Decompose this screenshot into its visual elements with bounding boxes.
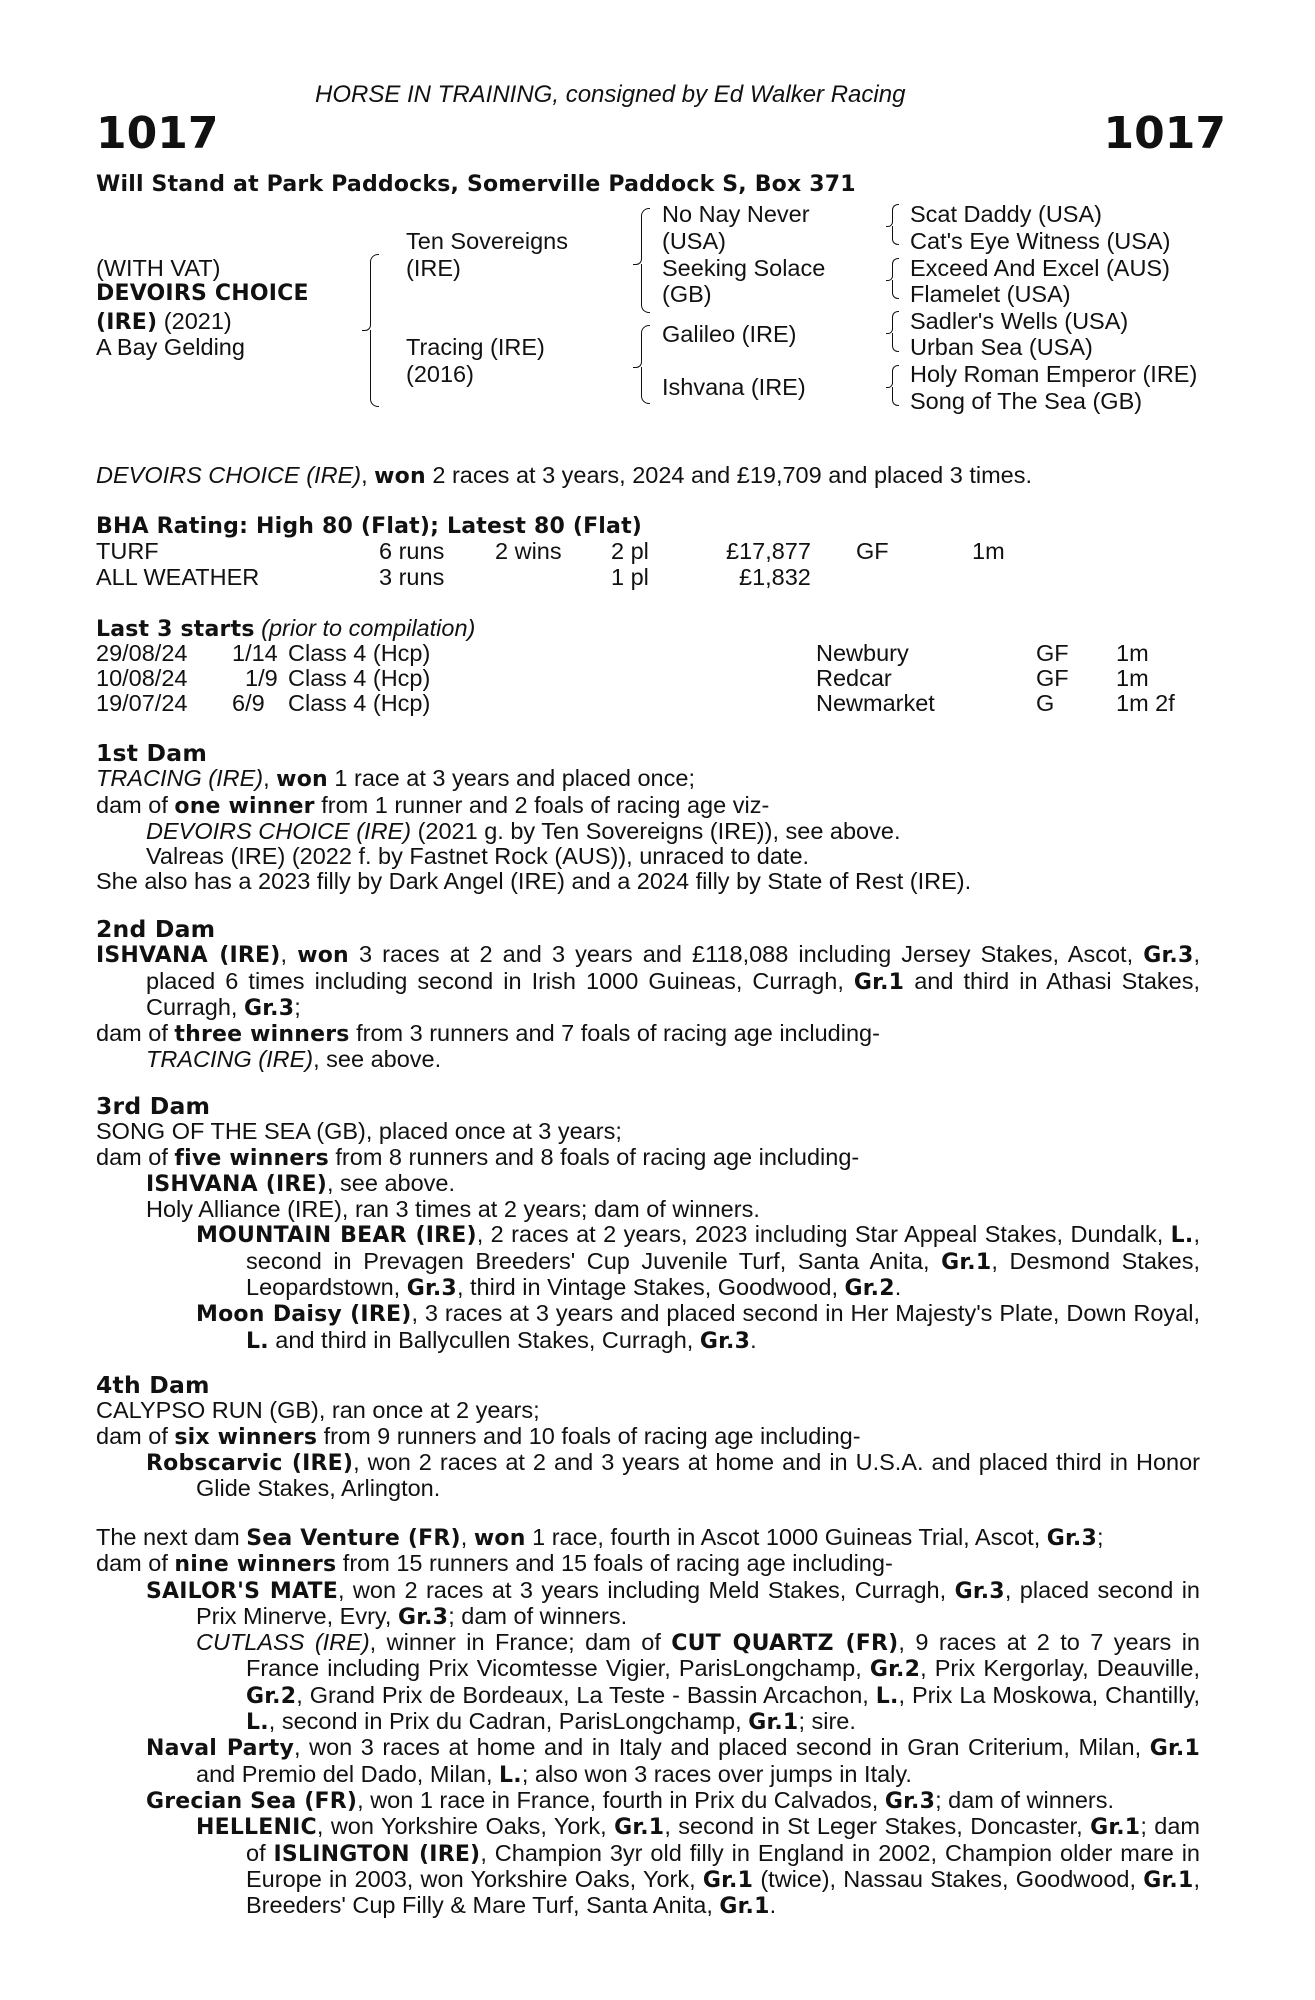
dam-sire-name: Galileo (IRE) <box>662 321 797 347</box>
rating-row-turf <box>96 539 1096 565</box>
consignor-line: HORSE IN TRAINING, consigned by Ed Walker Racing <box>315 81 906 108</box>
first-dam-section <box>96 741 1200 895</box>
text: from 3 runners and 7 foals of racing age including- <box>349 1020 880 1047</box>
brace-g3-bottom <box>892 333 899 352</box>
text: ; sire. <box>798 1708 856 1735</box>
text: from 9 runners and 10 foals of racing age including- <box>317 1422 861 1449</box>
text: dam of <box>96 1143 175 1170</box>
grade-label: Gr.3 <box>699 1328 751 1354</box>
offspring-name: Naval Party <box>146 1736 294 1762</box>
sire-sire-name: No Nay Never <box>662 201 810 227</box>
text: dam of <box>96 1550 175 1577</box>
start-distance: 1m <box>1116 640 1149 666</box>
horse-year-line <box>96 309 232 336</box>
rating-surface: ALL WEATHER <box>96 564 260 590</box>
offspring-name: CUT QUARTZ (FR) <box>671 1631 899 1657</box>
text: , placed second in Prix Minerve, Evry, <box>196 1576 1200 1629</box>
grade-label: L. <box>246 1328 269 1354</box>
ds-sire: Sadler's Wells (USA) <box>910 308 1129 334</box>
fourth-dam-produce <box>96 1424 1200 1450</box>
grade-label: Gr.3 <box>243 995 295 1021</box>
sire-country: (IRE) <box>406 255 461 281</box>
rating-money: £17,877 <box>726 538 811 564</box>
won-label: won <box>297 943 349 969</box>
dam-name: Sea Venture (FR) <box>246 1526 461 1551</box>
text: , won 2 races at 2 and 3 years at home and in U.S.A. and placed third in Honor Glide Stakes, Arlington. <box>196 1448 1200 1502</box>
won-label: won <box>473 1526 526 1551</box>
grade-label: L. <box>246 1710 269 1736</box>
grade-label: L. <box>1170 1223 1194 1249</box>
won-label: won <box>276 767 328 793</box>
grade-label: Gr.1 <box>1090 1815 1141 1841</box>
offspring-name: MOUNTAIN BEAR (IRE) <box>196 1223 477 1249</box>
brace-g3-top <box>892 311 899 330</box>
start-date: 10/08/24 <box>96 665 188 691</box>
offspring-name: TRACING (IRE) <box>146 1046 314 1073</box>
grade-label: Gr.3 <box>1143 943 1194 969</box>
offspring-entry: Holy Alliance (IRE), ran 3 times at 2 years; dam of winners. <box>146 1196 760 1223</box>
brace-g1-top <box>892 204 899 223</box>
horse-name: DEVOIRS CHOICE <box>96 281 309 306</box>
summary-won: won <box>374 464 426 489</box>
start-position: 1/14 <box>232 640 278 666</box>
text: , second in Prevagen Breeders' Cup Juvenile Turf, Santa Anita, <box>246 1221 1200 1274</box>
grade-label: Gr.2 <box>869 1657 921 1683</box>
grand-offspring-entry <box>96 1222 1200 1301</box>
dam-dam-name: Ishvana (IRE) <box>662 374 806 400</box>
rating-distance: 1m <box>972 538 1005 564</box>
first-dam-heading: 1st Dam <box>96 739 208 767</box>
start-course: Newmarket <box>816 690 935 716</box>
start-going: GF <box>1036 640 1069 666</box>
dam-name: Tracing (IRE) <box>406 334 545 360</box>
lot-number-right: 1017 <box>1103 108 1226 159</box>
sire-dam-country: (GB) <box>662 281 712 307</box>
offspring-entry: Valreas (IRE) (2022 f. by Fastnet Rock (AUS)), unraced to date. <box>146 843 810 870</box>
text: ; dam of <box>246 1813 1201 1866</box>
rating-wins: 2 wins <box>495 538 562 564</box>
text: dam of <box>96 1020 175 1047</box>
rating-surface: TURF <box>96 538 159 564</box>
winners-count: three winners <box>174 1022 350 1048</box>
offspring-name: ISLINGTON (IRE) <box>273 1841 481 1867</box>
offspring-name: Grecian Sea (FR) <box>146 1788 358 1814</box>
rating-money: £1,832 <box>739 564 811 590</box>
sire-sire-country: (USA) <box>662 228 726 254</box>
sd-dam: Flamelet (USA) <box>910 281 1071 307</box>
grade-label: Gr.3 <box>954 1578 1005 1604</box>
text: , third in Vintage Stakes, Goodwood, <box>456 1274 845 1301</box>
dam-year: (2016) <box>406 361 474 387</box>
brace-g2-bottom <box>892 280 899 299</box>
text: ; <box>294 993 301 1020</box>
offspring-name: ISHVANA (IRE) <box>146 1171 327 1197</box>
offspring-entry <box>96 1450 1200 1502</box>
stand-location: Will Stand at Park Paddocks, Somerville Paddock S, Box 371 <box>96 172 856 197</box>
first-dam-line: TRACING (IRE), won 1 race at 3 years and placed once; <box>96 765 695 793</box>
grade-label: Gr.3 <box>397 1604 449 1630</box>
text: , won Yorkshire Oaks, York, <box>316 1813 615 1840</box>
grade-label: Gr.1 <box>853 969 905 995</box>
horse-ire: (IRE) <box>96 310 158 335</box>
grand-offspring-entry <box>96 1301 1200 1354</box>
text: ; also won 3 races over jumps in Italy. <box>521 1760 912 1787</box>
ss-dam: Cat's Eye Witness (USA) <box>910 228 1171 254</box>
dam-name: TRACING (IRE) <box>96 765 264 792</box>
text: dam of <box>96 791 175 818</box>
text: , won 3 races at home and in Italy and placed second in Gran Criterium, Milan, <box>293 1734 1150 1761</box>
grade-label: Gr.1 <box>702 1867 754 1893</box>
grade-label: Gr.2 <box>246 1683 297 1709</box>
text: , see above. <box>326 1169 456 1196</box>
brace-g4-top <box>892 365 899 384</box>
first-dam-produce <box>96 793 1200 819</box>
start-row <box>96 641 1196 667</box>
bha-rating-title: BHA Rating: High 80 (Flat); Latest 80 (Flat) <box>96 514 643 539</box>
text: (2021 g. by Ten Sovereigns (IRE)), see above. <box>411 817 901 844</box>
race-summary: DEVOIRS CHOICE (IRE), won 2 races at 3 years, 2024 and £19,709 and placed 3 times. <box>96 462 1033 489</box>
text: , Grand Prix de Bordeaux, La Teste - Bassin Arcachon, <box>296 1681 876 1708</box>
grade-label: Gr.1 <box>614 1815 665 1841</box>
text: from 1 runner and 2 foals of racing age viz- <box>314 791 770 818</box>
text: , <box>460 1524 474 1550</box>
brace-sire-bottom <box>641 264 650 313</box>
rating-runs: 3 runs <box>379 564 445 590</box>
second-dam-produce <box>96 1021 1200 1047</box>
grade-label: Gr.3 <box>1046 1526 1098 1551</box>
next-dam-record <box>96 1525 1200 1551</box>
text: , see above. <box>313 1046 442 1073</box>
offspring-name: Moon Daisy (IRE) <box>196 1302 412 1328</box>
text: , Prix La Moskowa, Chantilly, <box>898 1681 1201 1708</box>
text: ; dam of winners. <box>935 1786 1115 1813</box>
start-position: 1/9 <box>245 665 278 691</box>
second-dam-record: ISHVANA (IRE), won 3 races at 2 and 3 years and £118,088 including Jersey Stakes, Ascot, Gr.3, placed 6 times including second in Irish 1000 Guineas, Curragh, Gr.1 and third in Athasi Stakes, Curragh, Gr.3; <box>96 941 1201 1021</box>
sd-sire: Exceed And Excel (AUS) <box>910 255 1170 281</box>
text: and Premio del Dado, Milan, <box>196 1760 500 1787</box>
text: , placed 6 times including second in Irish 1000 Guineas, Curragh, <box>146 941 1200 994</box>
winners-count: one winner <box>174 793 315 819</box>
start-row <box>96 666 1196 692</box>
offspring-name: CUTLASS (IRE) <box>196 1629 370 1656</box>
rating-placed: 2 pl <box>611 538 649 564</box>
start-going: G <box>1036 690 1055 716</box>
grade-label: Gr.1 <box>941 1249 992 1275</box>
text: . <box>894 1274 902 1301</box>
grand-offspring-entry <box>96 1814 1200 1919</box>
brace-sire-top <box>641 208 650 259</box>
text: , winner in France; dam of <box>369 1629 672 1656</box>
third-dam-record: SONG OF THE SEA (GB), placed once at 3 years; <box>96 1118 622 1145</box>
rating-runs: 6 runs <box>379 538 445 564</box>
text: , Prix Kergorlay, Deauville, <box>920 1655 1200 1682</box>
text: from 8 runners and 8 foals of racing age including- <box>328 1143 860 1170</box>
winners-count: five winners <box>174 1145 329 1171</box>
offspring-entry <box>96 1735 1200 1788</box>
start-course: Newbury <box>816 640 909 666</box>
start-row <box>96 691 1196 717</box>
vat-note: (WITH VAT) <box>96 255 221 281</box>
dd-dam: Song of The Sea (GB) <box>910 388 1143 414</box>
second-dam-section <box>96 917 1200 1073</box>
summary-horse-name: DEVOIRS CHOICE (IRE) <box>96 462 362 488</box>
start-going: GF <box>1036 665 1069 691</box>
grade-label: L. <box>499 1762 522 1788</box>
text: , 2 races at 2 years, 2023 including Star Appeal Stakes, Dundalk, <box>476 1221 1171 1248</box>
brace-main-bottom <box>370 330 379 407</box>
grade-label: Gr.1 <box>748 1710 799 1736</box>
fourth-dam-record: CALYPSO RUN (GB), ran once at 2 years; <box>96 1397 540 1424</box>
dd-sire: Holy Roman Emperor (IRE) <box>910 361 1198 387</box>
text: , Champion 3yr old filly in England in 2002, Champion older mare in Europe in 2003, won Yorkshire Oaks, York, <box>246 1839 1200 1892</box>
start-distance: 1m 2f <box>1116 690 1175 716</box>
fourth-dam-section <box>96 1373 1200 1501</box>
offspring-name: SAILOR'S MATE <box>146 1578 338 1604</box>
start-class: Class 4 (Hcp) <box>288 665 431 691</box>
text: and third in Athasi Stakes, Curragh, <box>146 967 1201 1020</box>
text: 3 races at 2 and 3 years and £118,088 including Jersey Stakes, Ascot, <box>348 941 1144 968</box>
ds-dam: Urban Sea (USA) <box>910 334 1093 360</box>
third-dam-section <box>96 1094 1200 1354</box>
second-dam-heading: 2nd Dam <box>96 915 216 943</box>
start-position: 6/9 <box>232 690 265 716</box>
sire-dam-name: Seeking Solace <box>662 255 826 281</box>
fourth-dam-heading: 4th Dam <box>96 1371 210 1399</box>
text: , Breeders' Cup Filly & Mare Turf, Santa Anita, <box>246 1865 1200 1919</box>
text: , 3 races at 3 years and placed second in Her Majesty's Plate, Down Royal, <box>411 1300 1200 1327</box>
last-starts-heading: Last 3 starts <box>96 617 255 642</box>
offspring-entry <box>96 1578 1200 1631</box>
grade-label: Gr.2 <box>844 1276 895 1302</box>
grade-label: Gr.3 <box>884 1788 936 1814</box>
start-course: Redcar <box>816 665 892 691</box>
offspring-entry <box>96 1047 1200 1072</box>
lot-number-left: 1017 <box>96 108 219 159</box>
grade-label: Gr.1 <box>1143 1867 1194 1893</box>
start-class: Class 4 (Hcp) <box>288 640 431 666</box>
summary-rest: 2 races at 3 years, 2024 and £19,709 and placed 3 times. <box>425 462 1033 488</box>
next-dam-produce <box>96 1551 1200 1577</box>
grade-label: L. <box>875 1683 899 1709</box>
text: , won 2 races at 3 years including Meld Stakes, Curragh, <box>337 1576 955 1603</box>
start-date: 29/08/24 <box>96 640 188 666</box>
third-dam-heading: 3rd Dam <box>96 1092 211 1120</box>
last-starts-title <box>96 616 475 643</box>
winners-count: six winners <box>174 1424 318 1450</box>
ss-sire: Scat Daddy (USA) <box>910 201 1102 227</box>
text: 1 race, fourth in Ascot 1000 Guineas Trial, Ascot, <box>525 1524 1047 1550</box>
text: , won 1 race in France, fourth in Prix du Calvados, <box>357 1786 885 1813</box>
text: , second in Prix du Cadran, ParisLongchamp, <box>268 1708 749 1735</box>
third-dam-produce <box>96 1145 1200 1171</box>
offspring-entry <box>96 1171 1200 1197</box>
rating-row-allweather <box>96 565 1096 591</box>
rating-going: GF <box>856 538 889 564</box>
brace-dam-top <box>641 325 650 362</box>
text: dam of <box>96 1422 175 1449</box>
start-distance: 1m <box>1116 665 1149 691</box>
text: , Desmond Stakes, Leopardstown, <box>246 1247 1200 1301</box>
text: ; <box>1097 1524 1104 1550</box>
text: ; dam of winners. <box>448 1602 628 1629</box>
offspring-entry <box>96 819 1200 844</box>
start-date: 19/07/24 <box>96 690 188 716</box>
sire-name: Ten Sovereigns <box>406 228 568 254</box>
brace-dam-bottom <box>641 367 650 404</box>
grade-label: Gr.3 <box>406 1276 457 1302</box>
first-dam-note: She also has a 2023 filly by Dark Angel (IRE) and a 2024 filly by State of Rest (IRE). <box>96 868 972 895</box>
text: (twice), Nassau Stakes, Goodwood, <box>753 1865 1144 1892</box>
offspring-name: DEVOIRS CHOICE (IRE) <box>146 817 412 844</box>
brace-g1-bottom <box>892 226 899 245</box>
dam-name: ISHVANA (IRE) <box>96 943 281 969</box>
text: , 9 races at 2 to 7 years in France including Prix Vicomtesse Vigier, ParisLongchamp, <box>246 1629 1200 1682</box>
offspring-entry <box>96 1788 1200 1814</box>
winners-count: nine winners <box>174 1552 337 1578</box>
rating-placed: 1 pl <box>611 564 649 590</box>
offspring-name: HELLENIC <box>196 1815 317 1841</box>
brace-g4-bottom <box>892 387 899 406</box>
text: The next dam <box>96 1524 247 1550</box>
text: . <box>750 1326 757 1353</box>
brace-g2-top <box>892 258 899 277</box>
offspring-name: Robscarvic (IRE) <box>146 1450 354 1476</box>
grade-label: Gr.1 <box>719 1894 770 1920</box>
brace-main-top <box>370 254 379 325</box>
text: from 15 runners and 15 foals of racing age including- <box>336 1550 893 1577</box>
grand-offspring-entry <box>96 1630 1200 1735</box>
next-dam-section <box>96 1525 1200 1919</box>
horse-year: (2021) <box>157 308 232 334</box>
horse-description: A Bay Gelding <box>96 334 245 360</box>
dam-record: 1 race at 3 years and placed once; <box>327 765 695 792</box>
text: . <box>769 1892 777 1919</box>
start-class: Class 4 (Hcp) <box>288 690 431 716</box>
text: , second in St Leger Stakes, Doncaster, <box>664 1813 1091 1840</box>
grade-label: Gr.1 <box>1149 1736 1200 1762</box>
text: and third in Ballycullen Stakes, Curragh, <box>268 1326 700 1353</box>
last-starts-note: (prior to compilation) <box>254 615 476 641</box>
